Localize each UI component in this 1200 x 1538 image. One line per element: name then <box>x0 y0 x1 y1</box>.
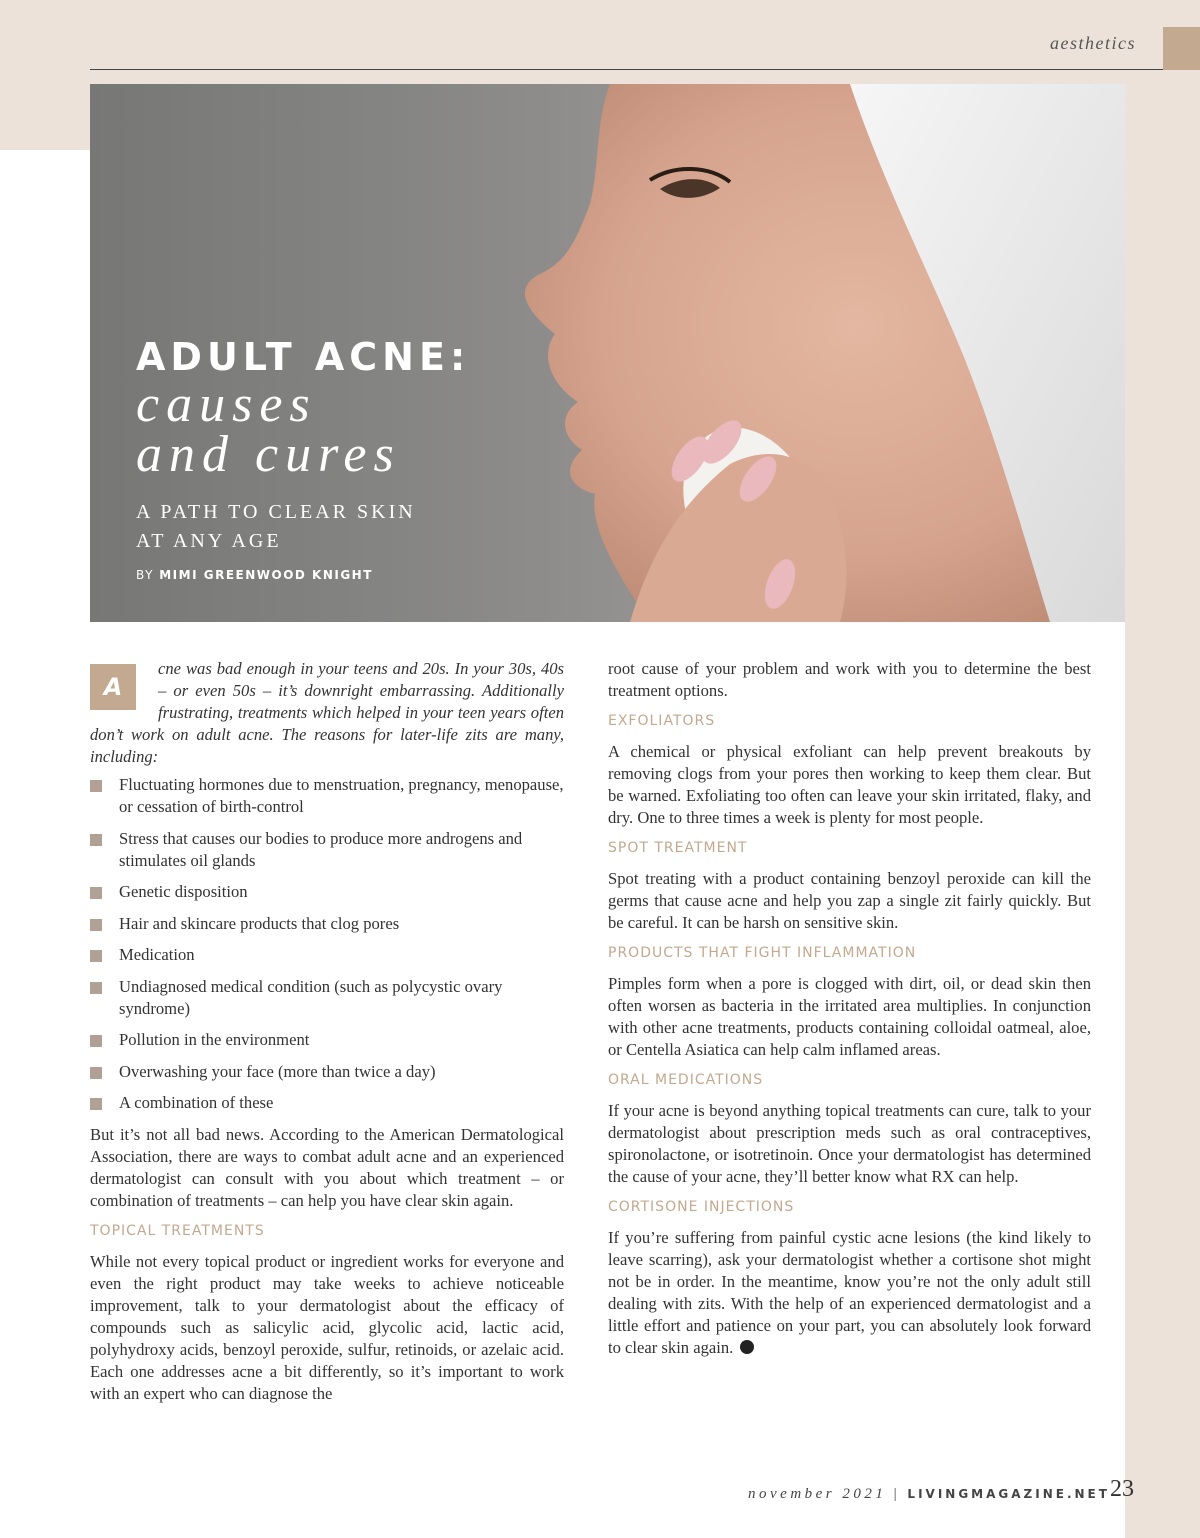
oral-medications-paragraph: If your acne is beyond anything topical treatments can cure, talk to your dermatologist about prescription meds such as oral contraceptives, spironolactone, or isotretinoin. Once your dermatologist has determined the cause of your acne, they’ll better know what RX can help. <box>608 1101 1091 1186</box>
header-rule <box>90 69 1163 70</box>
list-item: Genetic disposition <box>90 881 564 903</box>
section-label: aesthetics <box>1050 33 1136 53</box>
hero-subtitle-line-1: A PATH TO CLEAR SKIN <box>136 501 416 523</box>
subhead-oral-medications: ORAL MEDICATIONS <box>608 1072 764 1088</box>
hero-title-block <box>136 334 470 582</box>
list-item: A combination of these <box>90 1092 564 1114</box>
byline-prefix: BY <box>136 568 154 582</box>
list-item: Medication <box>90 944 564 966</box>
article-column-right <box>608 658 1091 1359</box>
page-number: 23 <box>1110 1476 1134 1502</box>
list-item: Pollution in the environment <box>90 1029 564 1051</box>
byline <box>136 568 470 582</box>
hero-photo <box>90 84 1125 622</box>
hero-subtitle-line-2: AT ANY AGE <box>136 530 282 552</box>
exfoliators-paragraph: A chemical or physical exfoliant can help prevent breakouts by removing clogs from your pores then working to keep them clear. But be warned. Exfoliating too often can leave your skin irritated, flaky, and dry. One to three times a week is plenty for most people. <box>608 742 1091 827</box>
hero-title-italic-1: causes <box>136 376 317 433</box>
intro-text: cne was bad enough in your teens and 20s. In your 30s, 40s – or even 50s – it’s downright embarrassing. Additionally frustrating, treatments which helped in your teen years often don’t work on adult acne. The reasons for later-life zits are many, including: <box>90 659 564 766</box>
subhead-cortisone-injections: CORTISONE INJECTIONS <box>608 1199 795 1215</box>
subhead-spot-treatment: SPOT TREATMENT <box>608 840 748 856</box>
cortisone-text: If you’re suffering from painful cystic acne lesions (the kind likely to leave scarring), ask your dermatologist whether a cortisone shot might not be in order. In the meantime, know you’re not the only adult still dealing with zits. With the help of an experienced dermatologist and a little effort and patience on your part, you can absolutely look forward to clear skin again. <box>608 1228 1091 1357</box>
website-link[interactable]: LIVINGMAGAZINE.NET <box>907 1487 1110 1501</box>
right-tint-band <box>1125 0 1200 1538</box>
page-footer <box>748 1486 1110 1503</box>
issue-date: november 2021 <box>748 1486 887 1502</box>
footer-separator: | <box>893 1486 901 1502</box>
end-of-article-icon <box>740 1340 754 1354</box>
topical-paragraph-part-1: While not every topical product or ingredient works for everyone and even the right product may take weeks to achieve noticeable improvement, talk to your dermatologist about the efficacy of compounds such as salicylic acid, glycolic acid, lactic acid, polyhydroxy acids, benzoyl peroxide, sulfur, retinoids, or azelaic acid. Each one addresses acne a bit differently, so it’s important to work with an expert who can diagnose the <box>90 1251 564 1403</box>
spot-treatment-paragraph: Spot treating with a product containing benzoyl peroxide can kill the germs that cause acne and help you zap a single zit fairly quickly. But be careful. It can be harsh on sensitive skin. <box>608 869 1091 932</box>
subhead-exfoliators: EXFOLIATORS <box>608 713 716 729</box>
hero-subtitle <box>136 498 470 556</box>
section-tab <box>1163 27 1200 70</box>
causes-list <box>90 774 564 1114</box>
good-news-paragraph: But it’s not all bad news. According to the American Dermatological Association, there are ways to combat adult acne and an experienced dermatologist can consult with you about which treatment – or combination of treatments – can help you have clear skin again. <box>90 1124 564 1210</box>
list-item: Fluctuating hormones due to menstruation, pregnancy, menopause, or cessation of birth-control <box>90 774 564 818</box>
dropcap: A <box>90 664 136 710</box>
intro-paragraph <box>90 658 564 768</box>
subhead-topical-treatments: TOPICAL TREATMENTS <box>90 1222 265 1239</box>
list-item: Overwashing your face (more than twice a day) <box>90 1061 564 1083</box>
hero-title-italic-2: and cures <box>136 426 401 483</box>
topical-paragraph-part-2: root cause of your problem and work with you to determine the best treatment options. <box>608 659 1091 700</box>
list-item: Stress that causes our bodies to produce more androgens and stimulates oil glands <box>90 828 564 872</box>
byline-author: MIMI GREENWOOD KNIGHT <box>159 568 373 582</box>
subhead-products-inflammation: PRODUCTS THAT FIGHT INFLAMMATION <box>608 945 917 961</box>
list-item: Undiagnosed medical condition (such as polycystic ovary syndrome) <box>90 976 564 1020</box>
list-item: Hair and skincare products that clog pores <box>90 913 564 935</box>
article-column-left <box>90 658 564 1405</box>
cortisone-paragraph <box>608 1227 1091 1359</box>
hero-title: ADULT ACNE: <box>136 335 471 379</box>
inflammation-paragraph: Pimples form when a pore is clogged with dirt, oil, or dead skin then often worsen as bacteria in the irritated area multiplies. In conjunction with other acne treatments, products containing colloidal oatmeal, aloe, or Centella Asiatica can help calm inflamed areas. <box>608 974 1091 1059</box>
